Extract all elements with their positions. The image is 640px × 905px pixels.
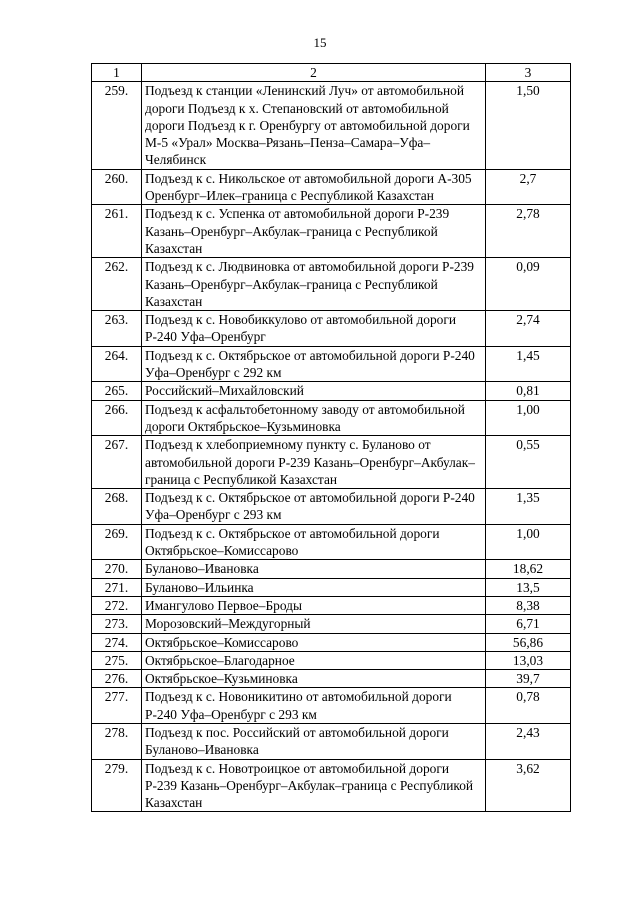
row-number: 274. — [92, 633, 142, 651]
table-row — [92, 205, 571, 258]
header-col-2: 2 — [142, 64, 486, 82]
row-number: 276. — [92, 670, 142, 688]
table-row — [92, 688, 571, 724]
road-length: 6,71 — [486, 615, 571, 633]
row-number: 261. — [92, 205, 142, 258]
table-row — [92, 723, 571, 759]
road-name: Морозовский–Междугорный — [142, 615, 486, 633]
road-length: 56,86 — [486, 633, 571, 651]
table-row — [92, 578, 571, 596]
table-row — [92, 346, 571, 382]
roads-table — [91, 63, 571, 812]
road-name: Подъезд к с. Людвиновка от автомобильной дороги Р-239 Казань–Оренбург–Акбулак–граница с Республикой Казахстан — [142, 258, 486, 311]
row-number: 278. — [92, 723, 142, 759]
road-length: 2,43 — [486, 723, 571, 759]
road-name: Октябрьское–Комиссарово — [142, 633, 486, 651]
road-name: Подъезд к с. Успенка от автомобильной дороги Р-239 Казань–Оренбург–Акбулак–граница с Республикой Казахстан — [142, 205, 486, 258]
table-row — [92, 670, 571, 688]
table-row — [92, 489, 571, 525]
table-row — [92, 759, 571, 812]
road-length: 0,55 — [486, 436, 571, 489]
table-row — [92, 382, 571, 400]
road-name: Подъезд к пос. Российский от автомобильной дороги Буланово–Ивановка — [142, 723, 486, 759]
road-name: Октябрьское–Кузьминовка — [142, 670, 486, 688]
table-row — [92, 82, 571, 169]
row-number: 271. — [92, 578, 142, 596]
table-row — [92, 651, 571, 669]
road-length: 1,00 — [486, 524, 571, 560]
road-name: Подъезд к с. Октябрьское от автомобильной дороги Октябрьское–Комиссарово — [142, 524, 486, 560]
road-name: Подъезд к с. Новотроицкое от автомобильной дороги Р-239 Казань–Оренбург–Акбулак–граница с Республикой Казахстан — [142, 759, 486, 812]
header-col-3: 3 — [486, 64, 571, 82]
table-row — [92, 436, 571, 489]
road-length: 2,74 — [486, 311, 571, 347]
header-col-1: 1 — [92, 64, 142, 82]
table-row — [92, 400, 571, 436]
road-length: 3,62 — [486, 759, 571, 812]
page-number: 15 — [313, 35, 327, 50]
road-length: 18,62 — [486, 560, 571, 578]
table-row — [92, 524, 571, 560]
table-row — [92, 615, 571, 633]
road-length: 2,78 — [486, 205, 571, 258]
road-length: 0,81 — [486, 382, 571, 400]
road-name: Подъезд к с. Октябрьское от автомобильной дороги Р-240 Уфа–Оренбург с 292 км — [142, 346, 486, 382]
road-name: Российский–Михайловский — [142, 382, 486, 400]
road-name: Подъезд к с. Новобиккулово от автомобильной дороги Р-240 Уфа–Оренбург — [142, 311, 486, 347]
row-number: 259. — [92, 82, 142, 169]
road-name: Буланово–Ильинка — [142, 578, 486, 596]
row-number: 273. — [92, 615, 142, 633]
road-name: Подъезд к асфальтобетонному заводу от автомобильной дороги Октябрьское–Кузьминовка — [142, 400, 486, 436]
row-number: 266. — [92, 400, 142, 436]
row-number: 270. — [92, 560, 142, 578]
road-name: Подъезд к с. Новоникитино от автомобильной дороги Р-240 Уфа–Оренбург с 293 км — [142, 688, 486, 724]
road-length: 39,7 — [486, 670, 571, 688]
table-body — [92, 82, 571, 812]
road-length: 8,38 — [486, 596, 571, 614]
road-name: Подъезд к с. Никольское от автомобильной дороги А-305 Оренбург–Илек–граница с Республикой Казахстан — [142, 169, 486, 205]
row-number: 265. — [92, 382, 142, 400]
road-length: 1,45 — [486, 346, 571, 382]
row-number: 267. — [92, 436, 142, 489]
table-row — [92, 560, 571, 578]
row-number: 275. — [92, 651, 142, 669]
row-number: 262. — [92, 258, 142, 311]
road-length: 1,00 — [486, 400, 571, 436]
table-header-row — [92, 64, 571, 82]
row-number: 279. — [92, 759, 142, 812]
road-name: Подъезд к станции «Ленинский Луч» от автомобильной дороги Подъезд к х. Степановский от автомобильной дороги Подъезд к г. Оренбургу от автомобильной дороги М-5 «Урал» Москва–Рязань–Пенза–Самара–Уфа–Челябинск — [142, 82, 486, 169]
row-number: 268. — [92, 489, 142, 525]
road-name: Подъезд к хлебоприемному пункту с. Буланово от автомобильной дороги Р-239 Казань–Оренбург–Акбулак–граница с Республикой Казахстан — [142, 436, 486, 489]
road-name: Октябрьское–Благодарное — [142, 651, 486, 669]
road-name: Имангулово Первое–Броды — [142, 596, 486, 614]
road-length: 1,35 — [486, 489, 571, 525]
row-number: 264. — [92, 346, 142, 382]
table-row — [92, 596, 571, 614]
road-length: 0,78 — [486, 688, 571, 724]
road-length: 1,50 — [486, 82, 571, 169]
road-length: 13,03 — [486, 651, 571, 669]
table-row — [92, 169, 571, 205]
road-length: 13,5 — [486, 578, 571, 596]
row-number: 272. — [92, 596, 142, 614]
row-number: 269. — [92, 524, 142, 560]
road-name: Подъезд к с. Октябрьское от автомобильной дороги Р-240 Уфа–Оренбург с 293 км — [142, 489, 486, 525]
table-row — [92, 258, 571, 311]
road-length: 0,09 — [486, 258, 571, 311]
row-number: 260. — [92, 169, 142, 205]
row-number: 263. — [92, 311, 142, 347]
road-name: Буланово–Ивановка — [142, 560, 486, 578]
road-length: 2,7 — [486, 169, 571, 205]
row-number: 277. — [92, 688, 142, 724]
table-row — [92, 633, 571, 651]
table-row — [92, 311, 571, 347]
